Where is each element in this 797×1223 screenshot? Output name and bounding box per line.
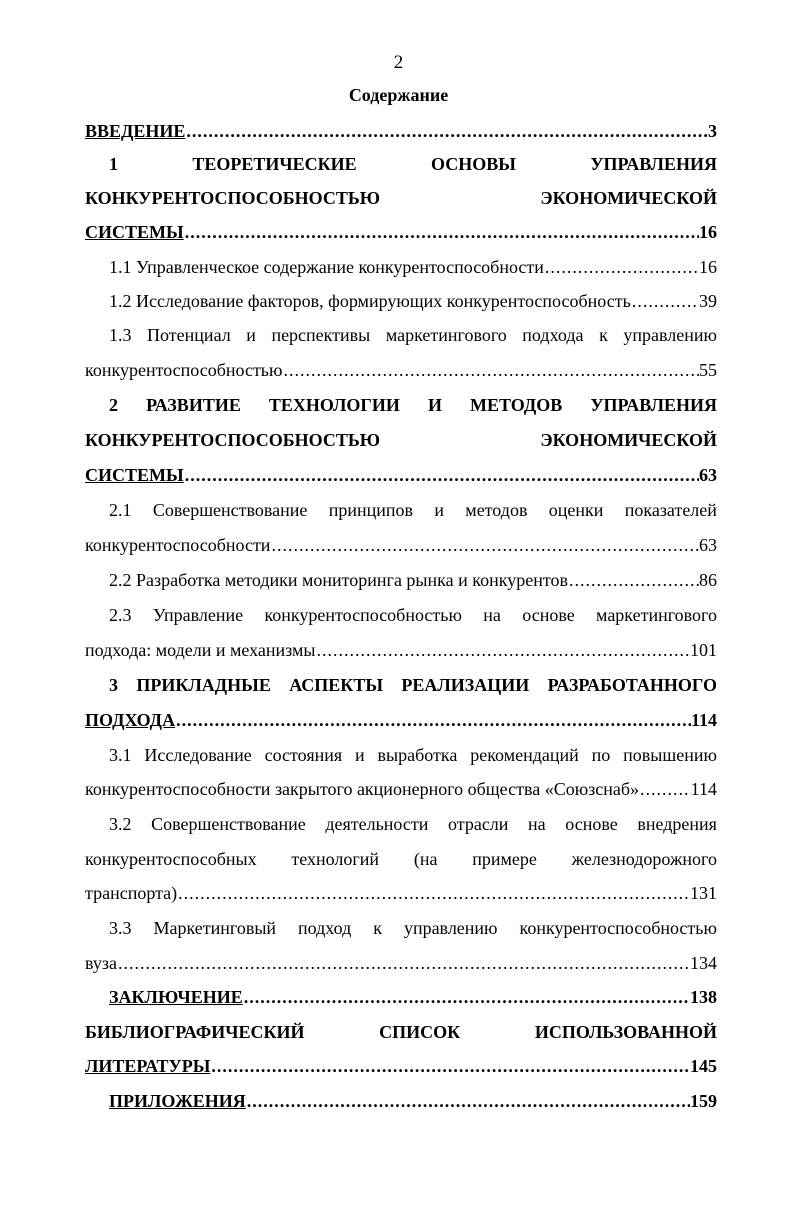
word: 2.3	[109, 605, 132, 625]
word: 3.2	[109, 814, 132, 834]
word: 2	[109, 395, 118, 415]
word: основе	[565, 814, 618, 834]
word: выработка	[377, 745, 458, 765]
word: РАЗРАБОТАННОГО	[547, 675, 717, 695]
leader-dots	[639, 776, 691, 802]
entry-label: конкурентоспособности закрытого акционерного общества «Союзснаб»	[85, 779, 640, 799]
word: ТЕОРЕТИЧЕСКИЕ	[192, 154, 357, 174]
word: Маркетинговый	[153, 918, 277, 938]
word: И	[427, 395, 442, 415]
toc-entry-chapter-2-line-1[interactable]	[85, 392, 717, 418]
word: технологий	[291, 849, 380, 869]
toc-entry-section-3-1-line-1[interactable]	[85, 742, 717, 768]
word: методов	[465, 500, 528, 520]
word: к	[599, 325, 608, 345]
word: Исследование	[144, 745, 252, 765]
page-number: 2	[393, 52, 404, 73]
entry-label: 1.1 Управленческое содержание конкурентоспособности	[109, 257, 544, 277]
word: основе	[522, 605, 575, 625]
leader-dots	[315, 637, 690, 663]
word: и	[246, 325, 256, 345]
word: 3	[109, 675, 118, 695]
entry-page: 114	[690, 779, 717, 799]
entry-page: 134	[690, 953, 717, 973]
toc-entry-section-2-1-line-2[interactable]	[85, 532, 717, 558]
word: принципов	[328, 500, 414, 520]
entry-page: 63	[699, 465, 717, 485]
entry-page: 138	[690, 987, 717, 1007]
toc-entry-section-1-3-line-2[interactable]	[85, 357, 717, 383]
leader-dots	[544, 254, 699, 280]
entry-page: 16	[699, 222, 717, 242]
word: маркетингового	[385, 325, 507, 345]
toc-entry-bibliography-line-1[interactable]	[85, 1019, 717, 1045]
entry-page: 63	[699, 535, 717, 555]
word: 1	[109, 154, 118, 174]
entry-label: конкурентоспособности	[85, 535, 271, 555]
entry-label: 1.2 Исследование факторов, формирующих конкурентоспособность	[109, 291, 631, 311]
word: ИСПОЛЬЗОВАННОЙ	[534, 1022, 717, 1042]
entry-page: 145	[690, 1056, 717, 1076]
leader-dots	[184, 219, 699, 245]
leader-dots	[117, 950, 690, 976]
toc-entry-section-3-2-line-3[interactable]	[85, 880, 717, 906]
toc-entry-section-3-2-line-1[interactable]	[85, 811, 717, 837]
toc-entry-section-2-2[interactable]	[85, 567, 717, 593]
word: МЕТОДОВ	[470, 395, 563, 415]
word: КОНКУРЕНТОСПОСОБНОСТЬЮ	[85, 188, 381, 208]
word: Совершенствование	[151, 814, 306, 834]
word: деятельности	[325, 814, 429, 834]
word: Совершенствование	[152, 500, 308, 520]
word: УПРАВЛЕНИЯ	[590, 395, 717, 415]
entry-label: ВВЕДЕНИЕ	[85, 121, 186, 141]
word: Управление	[152, 605, 244, 625]
word: примере	[472, 849, 537, 869]
entry-label: конкурентоспособностью	[85, 360, 283, 380]
entry-label: ПРИЛОЖЕНИЯ	[109, 1091, 246, 1111]
entry-page: 159	[690, 1091, 717, 1111]
leader-dots	[270, 532, 699, 558]
toc-entry-section-3-2-line-2[interactable]	[85, 846, 717, 872]
toc-entry-chapter-3-line-1[interactable]	[85, 672, 717, 698]
word: 1.3	[109, 325, 132, 345]
word: рекомендаций	[470, 745, 579, 765]
entry-label: подхода: модели и механизмы	[85, 640, 316, 660]
word: РЕАЛИЗАЦИИ	[401, 675, 530, 695]
word: повышению	[623, 745, 717, 765]
word: на	[528, 814, 546, 834]
entry-label: ЗАКЛЮЧЕНИЕ	[109, 987, 243, 1007]
word: БИБЛИОГРАФИЧЕСКИЙ	[85, 1022, 305, 1042]
toc-title: Содержание	[348, 85, 449, 105]
word: КОНКУРЕНТОСПОСОБНОСТЬЮ	[85, 430, 381, 450]
leader-dots	[631, 288, 699, 314]
word: подхода	[522, 325, 584, 345]
leader-dots	[177, 880, 690, 906]
toc-entry-section-2-3-line-1[interactable]	[85, 602, 717, 628]
word: на	[483, 605, 501, 625]
entry-page: 55	[699, 360, 717, 380]
leader-dots	[210, 1053, 690, 1079]
word: показателей	[624, 500, 717, 520]
leader-dots	[175, 707, 691, 733]
word: к	[373, 918, 382, 938]
toc-entry-section-3-1-line-2[interactable]	[85, 776, 717, 802]
word: 2.1	[109, 500, 132, 520]
word: конкурентоспособных	[85, 849, 257, 869]
word: и	[434, 500, 444, 520]
entry-label: СИСТЕМЫ	[85, 465, 184, 485]
leader-dots	[243, 984, 690, 1010]
word: (на	[413, 849, 438, 869]
word: УПРАВЛЕНИЯ	[590, 154, 717, 174]
word: внедрения	[637, 814, 717, 834]
word: оценки	[548, 500, 604, 520]
word: перспективы	[271, 325, 371, 345]
leader-dots	[246, 1088, 690, 1114]
word: состояния	[264, 745, 343, 765]
word: Потенциал	[147, 325, 231, 345]
toc-entry-section-1-2[interactable]	[85, 288, 717, 314]
leader-dots	[185, 118, 708, 144]
toc-entry-bibliography-line-2[interactable]	[85, 1053, 717, 1079]
word: РАЗВИТИЕ	[146, 395, 241, 415]
toc-entry-chapter-1-line-1[interactable]	[85, 151, 717, 177]
toc-entry-conclusion[interactable]	[85, 984, 717, 1010]
entry-label: ПОДХОДА	[85, 710, 176, 730]
word: 3.1	[109, 745, 132, 765]
word: железнодорожного	[571, 849, 717, 869]
entry-label: 2.2 Разработка методики мониторинга рынка и конкурентов	[109, 570, 568, 590]
word: ТЕХНОЛОГИИ	[268, 395, 400, 415]
toc-entry-chapter-3-line-2[interactable]	[85, 707, 717, 733]
entry-page: 39	[699, 291, 717, 311]
word: отрасли	[447, 814, 509, 834]
word: ОСНОВЫ	[431, 154, 516, 174]
entry-page: 86	[699, 570, 717, 590]
word: АСПЕКТЫ	[289, 675, 384, 695]
toc-entry-chapter-1-line-3[interactable]	[85, 219, 717, 245]
entry-page: 16	[699, 257, 717, 277]
toc-entry-chapter-2-line-2[interactable]	[85, 427, 717, 453]
word: ЭКОНОМИЧЕСКОЙ	[540, 188, 717, 208]
word: ЭКОНОМИЧЕСКОЙ	[540, 430, 717, 450]
entry-page: 114	[690, 710, 717, 730]
toc-entry-section-2-3-line-2[interactable]	[85, 637, 717, 663]
entry-label: ЛИТЕРАТУРЫ	[85, 1056, 211, 1076]
word: конкурентоспособностью	[264, 605, 462, 625]
word: управлению	[403, 918, 498, 938]
toc-entry-section-1-1[interactable]	[85, 254, 717, 280]
word: конкурентоспособностью	[519, 918, 717, 938]
word: подход	[298, 918, 352, 938]
entry-label: транспорта)	[85, 883, 178, 903]
leader-dots	[568, 567, 699, 593]
toc-entry-section-3-3-line-2[interactable]	[85, 950, 717, 976]
toc-entry-appendix[interactable]	[85, 1088, 717, 1114]
entry-page: 3	[708, 121, 717, 141]
word: по	[591, 745, 611, 765]
entry-page: 131	[690, 883, 717, 903]
word: и	[355, 745, 365, 765]
entry-page: 101	[690, 640, 717, 660]
word: СПИСОК	[379, 1022, 461, 1042]
word: 3.3	[109, 918, 132, 938]
toc-entry-chapter-1-line-2[interactable]	[85, 185, 717, 211]
entry-label: СИСТЕМЫ	[85, 222, 184, 242]
toc-entry-introduction[interactable]	[85, 118, 717, 144]
word: управлению	[623, 325, 717, 345]
toc-entry-section-1-3-line-1[interactable]	[85, 322, 717, 348]
toc-entry-section-3-3-line-1[interactable]	[85, 915, 717, 941]
leader-dots	[282, 357, 699, 383]
word: ПРИКЛАДНЫЕ	[136, 675, 271, 695]
entry-label: вуза	[85, 953, 117, 973]
toc-entry-section-2-1-line-1[interactable]	[85, 497, 717, 523]
toc-entry-chapter-2-line-3[interactable]	[85, 462, 717, 488]
word: маркетингового	[596, 605, 717, 625]
leader-dots	[184, 462, 699, 488]
